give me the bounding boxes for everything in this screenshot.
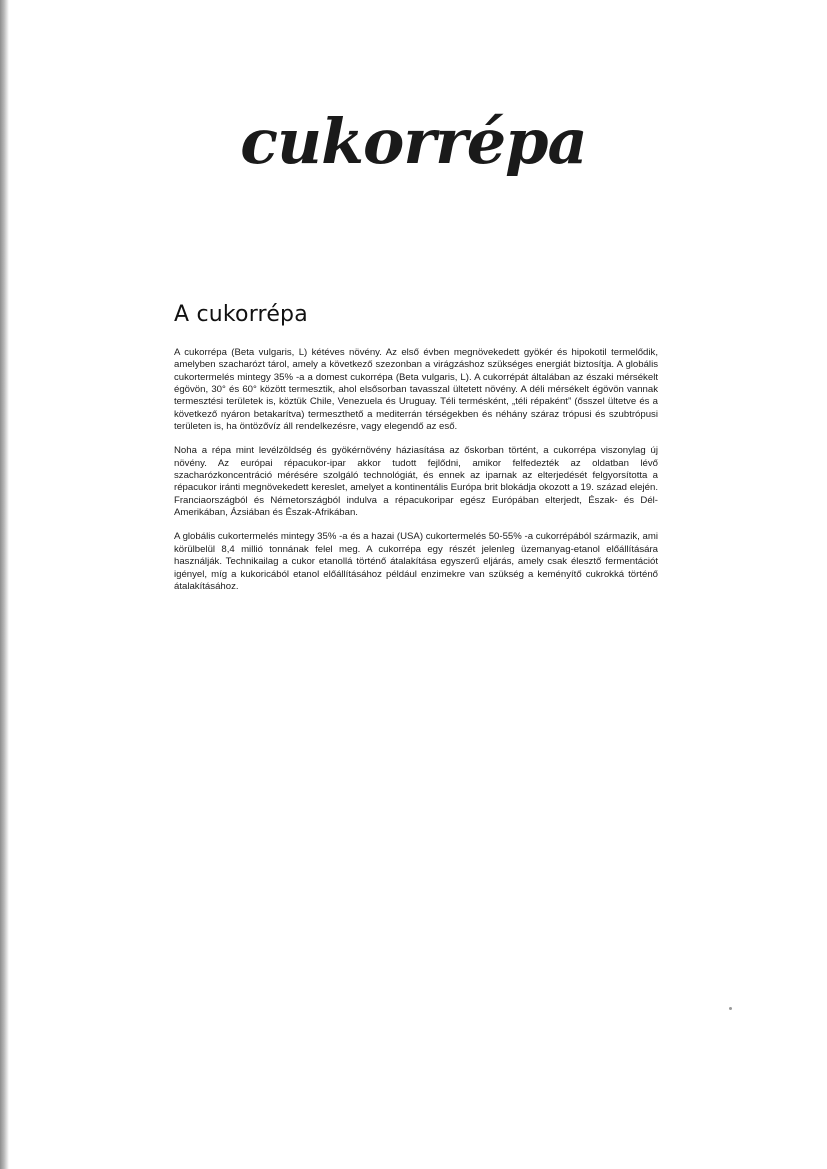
paragraph-3: A globális cukortermelés mintegy 35% -a és a hazai (USA) cukortermelés 50-55% -a cukorrépából származik, ami körülbelül 8,4 millió tonnának felel meg. A cukorrépa egy részét jelenleg üzemanyag-etanol előállítására használják. Technikailag a cukor etanollá történő átalakítása egyszerű eljárás, amely csak élesztő fermentációt igényel, míg a kukoricából etanol előállításához például enzimekre van szükség a keményítő cukrokká történő átalakításához.: [174, 531, 658, 592]
paragraph-2: Noha a répa mint levélzöldség és gyökérnövény háziasítása az őskorban történt, a cukorrépa viszonylag új növény. Az európai répacukor-ipar akkor tudott fejlődni, amikor felfedezték az oldatban lévő szacharózkoncentráció mérésére szolgáló technológiát, és ennek az iparnak az elterjedését felgyorsította a répacukor iránti megnövekedett kereslet, amelyet a kontinentális Európa brit blokádja okozott a 19. század elején. Franciaországból és Németországból indulva a répacukoripar egész Európában elterjedt, Észak- és Dél-Amerikában, Ázsiában és Észak-Afrikában.: [174, 445, 658, 519]
script-title: cukorrépa: [240, 105, 587, 178]
section-heading: A cukorrépa: [174, 302, 308, 327]
paragraph-1: A cukorrépa (Beta vulgaris, L) kétéves növény. Az első évben megnövekedett gyökér és hipokotil termelődik, amelyben szacharózt tárol, amely a következő szezonban a virágzáshoz szükséges energiát biztosítja. A globális cukortermelés mintegy 35% -a a domest cukorrépa (Beta vulgaris, L). A cukorrépát általában az északi mérsékelt égövön, 30° és 60° között termesztik, ahol elsősorban tavasszal ültetett növény. A déli mérsékelt égövön vannak termesztési területek is, köztük Chile, Venezuela és Uruguay. Téli termésként, „téli répaként” (ősszel ültetve és a következő nyáron betakarítva) termeszthető a mediterrán térségekben és néhány száraz trópusi és szubtrópusi területen is, ha öntözővíz áll rendelkezésre, vagy elegendő az eső.: [174, 347, 658, 433]
body-text: [174, 347, 658, 605]
page-mark-dot: [729, 1007, 732, 1010]
